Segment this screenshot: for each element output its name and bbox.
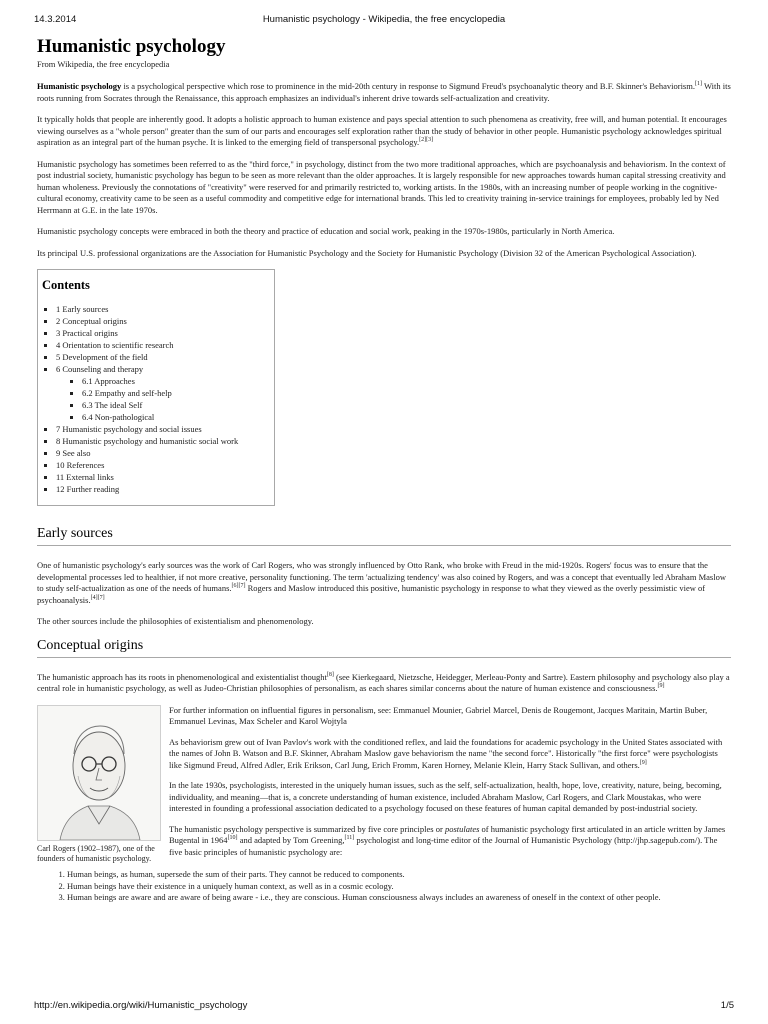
citation-link[interactable]: [8] [326, 671, 334, 678]
toc-list [42, 303, 274, 495]
conceptual-origins-paragraph-1 [37, 672, 731, 695]
toc-item[interactable]: ▪ 4 Orientation to scientific research [56, 339, 274, 351]
citation-link[interactable]: [9] [639, 759, 647, 766]
list-item: 1. Human beings, as human, supersede the sum of their parts. They cannot be reduced to components. [67, 869, 731, 881]
portrait-figure [37, 705, 161, 864]
conceptual-text-b: of humanistic psychology first articulated in an article written by James Bugental in 1964 [169, 823, 726, 845]
list-item: 3. Human beings are aware and are aware of being aware - i.e., they are conscious. Human consciousness always includes an awareness of oneself in the context of other people. [67, 892, 731, 904]
toc-sublist [56, 375, 274, 423]
toc-item[interactable]: ▪ 2 Conceptual origins [56, 315, 274, 327]
section-heading-conceptual-origins: Conceptual origins [37, 638, 731, 658]
conceptual-text-c: and adapted by Tom Greening, [237, 835, 345, 845]
intro-bold-term: Humanistic psychology [37, 81, 122, 91]
print-url[interactable]: http://en.wikipedia.org/wiki/Humanistic_psychology [34, 1000, 248, 1011]
table-of-contents [37, 269, 275, 506]
citation-link[interactable]: [2][3] [419, 137, 434, 144]
conceptual-text-a: The humanistic approach has its roots in phenomenological and existentialist thought [37, 671, 327, 682]
intro-text: It typically holds that people are inherently good. It adopts a holistic approach to human existence and pays special attention to such phenomena as creativity, free will, and human potential. It encourages viewing ourselves as a "whole person" greater than the sum of our parts and encourages self exploration rather than the study of behavior in other people. Humanistic psychology acknowledges spiritual aspiration as an integral part of the human psyche. It is linked to the emerging field of transpersonal psychology. [37, 114, 727, 147]
toc-subitem[interactable]: ▪ 6.4 Non-pathological [82, 411, 274, 423]
page-subtitle: From Wikipedia, the free encyclopedia [37, 59, 170, 69]
early-sources-paragraph-1 [37, 560, 731, 606]
citation-link[interactable]: [9] [657, 683, 665, 690]
conceptual-origins-paragraph-5 [169, 824, 731, 859]
toc-subitem[interactable]: ▪ 6.1 Approaches [82, 375, 274, 387]
conceptual-origins-paragraph-4: In the late 1930s, psychologists, interested in the uniquely human issues, such as the self, self-actualization, health, hope, love, creativity, nature, being, becoming, individuality, and meaning—that is, a concrete understanding of human existence, included Abraham Maslow, Carl Rogers, and Clark Moustakas, who were interested in founding a professional association dedicated to a psychology focused on these features of human capital demanded by post-industrial society. [169, 780, 722, 813]
intro-text-b: With its roots running from Socrates through the Renaissance, this approach emphasizes an individual's inherent drive towards self-actualization and creativity. [37, 81, 731, 103]
toc-item[interactable]: ▪ 8 Humanistic psychology and humanistic social work [56, 435, 274, 447]
toc-item[interactable]: ▪ 9 See also [56, 447, 274, 459]
figure-side-text [169, 705, 731, 868]
portrait-sketch-icon [38, 706, 160, 840]
principles-list [37, 869, 731, 904]
page-number: 1/5 [720, 1000, 734, 1011]
toc-subitem[interactable]: ▪ 6.3 The ideal Self [82, 399, 274, 411]
article-content [37, 36, 731, 904]
citation-link[interactable]: [6][7] [231, 583, 246, 590]
toc-item[interactable]: ▪ 12 Further reading [56, 483, 274, 495]
intro-paragraph-3: Humanistic psychology has sometimes been referred to as the "third force," in psychology, distinct from the two more traditional approaches, which are psychoanalysis and behaviorism. In the context of post industrial society, humanistic psychology has begun to be seen as more relevant than the older approaches. It is largely responsible for new approaches towards human capital stressing creativity and human wholeness. Previously the connotations of "creativity" were reserved for and primarily restricted to, working artists. In the 1980s, with an increasing number of people working in the cognitive-cultural economy, creativity came to be seen as a useful commodity and competitive edge for international brands. This led to creativity training in-service trainings for employees, probably led by Ned Herrmann at G.E. in the late 1970s. [37, 158, 726, 215]
print-footer [34, 1000, 734, 1014]
intro-paragraph-4: Humanistic psychology concepts were embraced in both the theory and practice of education and social work, peaking in the 1970s-1980s, particularly in North America. [37, 226, 615, 236]
toc-item[interactable]: ▪ 10 References [56, 459, 274, 471]
toc-item[interactable]: ▪ 7 Humanistic psychology and social issues [56, 423, 274, 435]
citation-link[interactable]: [4][7] [90, 594, 105, 601]
citation-link[interactable]: [10] [227, 835, 238, 842]
intro-paragraph-2 [37, 114, 731, 149]
early-sources-text-a: One of humanistic psychology's early sources was the work of Carl Rogers, who was strongly influenced by Otto Rank, who broke with Freud in the mid-1920s. Rogers' focus was to ensure that the developmental processes led to healthier, if not more creative, personality functioning. The term 'actualizing tendency' was also coined by Rogers, and was a concept that eventually led Abraham Maslow to study self-actualization as one of the needs of humans. [37, 560, 726, 593]
print-title: Humanistic psychology - Wikipedia, the free encyclopedia [262, 14, 506, 25]
print-header [34, 14, 734, 28]
conceptual-text: As behaviorism grew out of Ivan Pavlov's work with the conditioned reflex, and laid the foundations for academic psychology in the United States associated with the names of John B. Watson and B.F. Skinner, Abraham Maslow gave behaviorism the name "the second force". Historically "the first force" were psychologists like Sigmund Freud, Alfred Adler, Erik Erikson, Carl Jung, Erich Fromm, Karen Horney, Melanie Klein, Harry Stack Sullivan, and others. [169, 736, 723, 770]
toc-item[interactable]: ▪ 5 Development of the field [56, 351, 274, 363]
list-item: 2. Human beings have their existence in a uniquely human context, as well as in a cosmic ecology. [67, 881, 731, 893]
conceptual-emphasis: postulates [444, 823, 480, 834]
conceptual-text-a: The humanistic psychology perspective is summarized by five core principles or [169, 823, 445, 834]
conceptual-text-b: (see Kierkegaard, Nietzsche, Heidegger, Merleau-Ponty and Sartre). Eastern philosophy and psychology also play a central role in humanistic psychology, as well as Judeo-Christian philosophies of personalism, as each shares similar concerns about the nature of human existence and consciousness. [37, 671, 730, 693]
citation-link[interactable]: [1] [694, 81, 702, 88]
conceptual-origins-paragraph-2: For further information on influential figures in personalism, see: Emmanuel Mounier, Gabriel Marcel, Denis de Rougemont, Jacques Maritain, Martin Buber, Emmanuel Levinas, Max Scheler and Karol Wojtyla [169, 704, 708, 726]
conceptual-origins-paragraph-3 [169, 737, 731, 772]
early-sources-paragraph-2: The other sources include the philosophies of existentialism and phenomenology. [37, 616, 314, 626]
figure-with-text [37, 705, 731, 868]
carl-rogers-portrait-image[interactable] [37, 705, 161, 841]
page-title: Humanistic psychology [37, 36, 226, 57]
toc-subitem[interactable]: ▪ 6.2 Empathy and self-help [82, 387, 274, 399]
figure-caption: Carl Rogers (1902–1987), one of the founders of humanistic psychology. [37, 843, 155, 863]
toc-item[interactable]: ▪ 11 External links [56, 471, 274, 483]
toc-item[interactable] [56, 363, 274, 423]
intro-paragraph-1 [37, 81, 731, 104]
conceptual-text-d: psychologist and long-time editor of the Journal of Humanistic Psychology (http://jhp.sagepub.com/). The five basic principles of humanistic psychology are: [169, 835, 718, 857]
toc-item[interactable]: ▪ 3 Practical origins [56, 327, 274, 339]
print-date: 14.3.2014 [34, 14, 77, 25]
toc-item[interactable]: ▪ 1 Early sources [56, 303, 274, 315]
citation-link[interactable]: [11] [344, 835, 355, 842]
toc-item-label[interactable]: 6 Counseling and therapy [56, 364, 144, 374]
early-sources-text-b: Rogers and Maslow introduced this positive, humanistic psychology in response to what they viewed as the overly pessimistic view of psychoanalysis. [37, 583, 706, 605]
intro-paragraph-5: Its principal U.S. professional organizations are the Association for Humanistic Psychology and the Society for Humanistic Psychology (Division 32 of the American Psychological Association). [37, 247, 697, 258]
toc-title: Contents [42, 278, 90, 292]
section-heading-early-sources: Early sources [37, 526, 731, 546]
intro-text-a: is a psychological perspective which rose to prominence in the mid-20th century in response to Sigmund Freud's psychoanalytic theory and B.F. Skinner's Behaviorism. [121, 81, 695, 91]
